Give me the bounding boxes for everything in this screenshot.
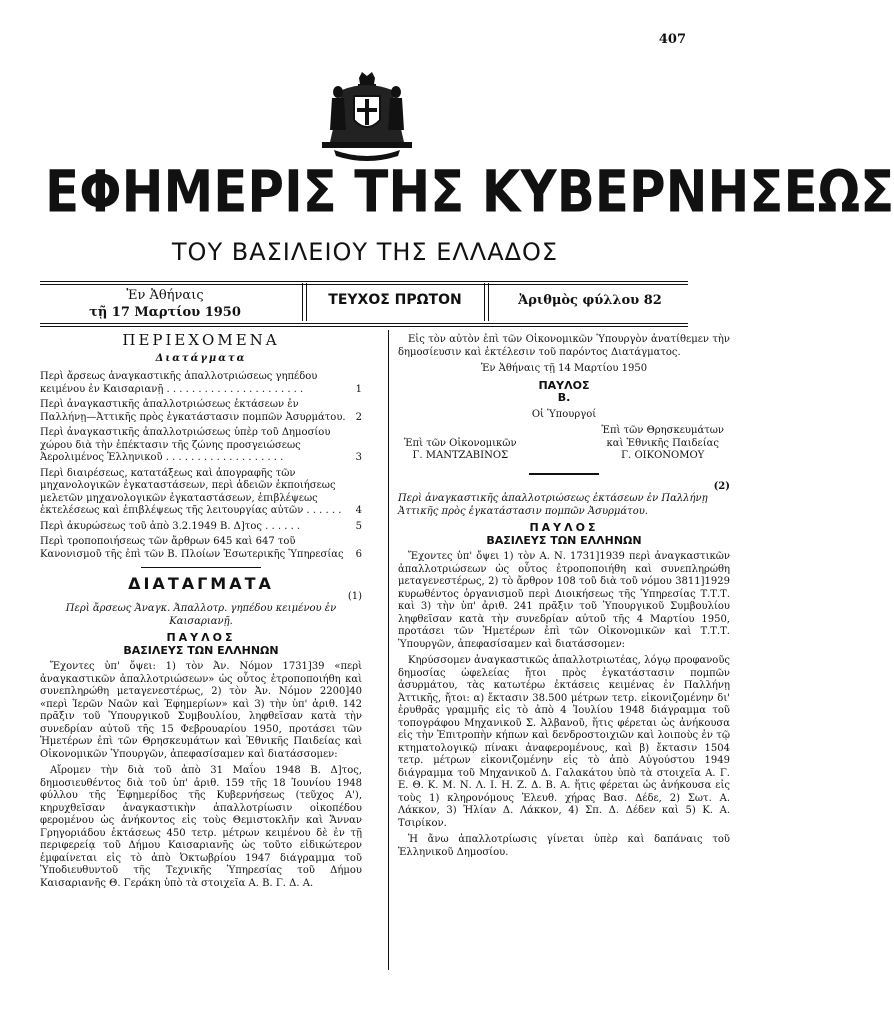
masthead-title: ΕΦΗΜΕΡΙΣ ΤΗΣ ΚΥΒΕΡΝΗΣΕΩΣ	[45, 158, 894, 226]
ministers-label: Οἱ Ὑπουργοί	[531, 408, 597, 420]
minister-left-title: Ἐπὶ τῶν Οἰκονομικῶν	[404, 437, 517, 449]
toc-subtitle: Διατάγματα	[155, 352, 247, 364]
band-divider-1b	[306, 283, 307, 321]
issue-date-block	[60, 287, 270, 321]
toc-item-text: Περὶ διαιρέσεως, κατατάξεως καὶ ἀπογραφῆς τῶν μηχανολογικῶν ἐγκαταστάσεων, περὶ ἀδειῶν ἐκποιήσεως μελετῶν μηχανολογικῶν ἐγκαταστάσεων, ἐπιβλέψεως ἐκτελέσεως καὶ ἐπιβλέψεως τῆς λειτουργίας αὐτῶν . . . . . .	[40, 467, 342, 516]
minister-right	[601, 425, 724, 463]
toc-title: ΠΕΡΙΕΧΟΜΕΝΑ	[122, 331, 280, 349]
issue-series: ΤΕΥΧΟΣ ΠΡΩΤΟΝ	[328, 292, 462, 308]
right-column	[398, 334, 730, 859]
decree-1-subject: Περὶ ἄρσεως Ἀναγκ. Ἀπαλλοτρ. γηπέδου κειμένου ἐν Καισαριανῇ.	[65, 603, 337, 627]
sheet-number: Ἀριθμὸς φύλλου 82	[518, 293, 662, 308]
decree-2-king-title: ΒΑΣΙΛΕΥΣ ΤΩΝ ΕΛΛΗΝΩΝ	[486, 533, 642, 547]
toc-item	[40, 536, 362, 561]
decree-2-subject: Περὶ ἀναγκαστικῆς ἀπαλλοτριώσεως ἐκτάσεων ἐν Παλλήνῃ Ἀττικῆς πρὸς ἐγκατάστασιν πομπῶν Ἀσυρμάτου.	[398, 493, 708, 517]
decree-divider	[529, 473, 599, 475]
decree-2-preamble: Ἔχοντες ὑπ' ὄψει 1) τὸν Α. Ν. 1731]1939 περὶ ἀναγκαστικῶν ἀπαλλοτριώσεων ὡς οὗτος ἐτροποποιήθη καὶ συνεπληρώθη μεταγενεστέρως, 2) τὸ ἄρθρον 108 τοῦ διὰ τοῦ νόμου 3811]1929 κυρωθέντος ὀργανισμοῦ περὶ Διοικήσεως τῆς Ὑπηρεσίας Τ.Τ.Τ. καὶ 3) τὴν ὑπ' ἀριθ. 241 πρᾶξιν τοῦ Ὑπουργικοῦ Συμβουλίου ληφθεῖσαν κατὰ τὴν συνεδρίαν αὐτοῦ τῆς 4 Μαρτίου 1950, προτάσει τῶν Ἡμετέρων ἐπὶ τῶν Οἰκονομικῶν καὶ Τ.Τ.Τ. Ὑπουργῶν, ἀπεφασίσαμεν καὶ διατάσσομεν:	[398, 551, 730, 650]
toc-item-number: 4	[355, 505, 362, 516]
toc-item-number: 5	[355, 520, 362, 532]
decree-1-king: ΠΑΥΛΟΣ	[166, 631, 236, 644]
header-rule-bottom	[40, 323, 688, 324]
toc-item-number: 1	[355, 383, 362, 395]
minister-right-name: Γ. ΟΙΚΟΝΟΜΟΥ	[621, 450, 705, 461]
decree-2-number: (2)	[713, 480, 730, 492]
left-column	[40, 331, 362, 890]
decree-2-body: Κηρύσσομεν ἀναγκαστικῶς ἀπαλλοτριωτέας, λόγῳ προφανοῦς δημοσίας ὠφελείας ἤτοι πρὸς ἐγκατάστασιν πομπῶν ἀσυρμάτου, τὰς κατωτέρω ἐκτάσεις κειμένας ἐν Παλλήνῃ Ἀττικῆς, ἤτοι: α) ἔκτασιν 38.500 μέτρων τετρ. εἰκονιζομένην δι' ἐρυθρᾶς γραμμῆς εἰς τὸ ἀπὸ 4 Ἰουλίου 1948 διάγραμμα τοῦ τοπογράφου Μηχανικοῦ Σ. Ἀλβανοῦ, ἥτις φέρεται ὡς ἀνήκουσα εἰς τὴν Ἐπιτροπὴν κήπων καὶ δενδροστοιχιῶν καὶ λοιποὺς ἐν τῷ κτηματολογικῷ πίνακι ἀναφερομένους, καὶ β) ἔκτασιν 1504 τετρ. μέτρων εἰκονιζομένην εἰς τὸ ἀπὸ Αὐγούστου 1949 διάγραμμα τοῦ Μηχανικοῦ Δ. Γαλακάτου ὑπὸ τὰ στοιχεῖα Α. Γ. Ε. Θ. Κ. Μ. Ν. Λ. Ι. Η. Ζ. Δ. Β. Α. ἥτις φέρεται ὡς ἀνήκουσα εἰς τοὺς 1) κληρονόμους Ἐλευθ. χήρας Βασ. Δέδε, 2) Σωτ. Α. Λάκκον, 3) Ἠλίαν Δ. Λάκκον, 4) Σπ. Δ. Δέδεν καὶ 5) Κ. Α. Τσιρίκον.	[398, 655, 730, 829]
info-band	[40, 283, 688, 323]
decree-2-closing: Ἡ ἄνω ἀπαλλοτρίωσις γίνεται ὑπὲρ καὶ δαπάναις τοῦ Ἑλληνικοῦ Δημοσίου.	[398, 834, 730, 858]
minister-right-title-1: Ἐπὶ τῶν Θρησκευμάτων	[601, 425, 724, 436]
decree-1-preamble: Ἔχοντες ὑπ' ὄψει: 1) τὸν Ἀν. Νόμον 1731]39 «περὶ ἀναγκαστικῶν ἀπαλλοτριώσεων» ὡς οὗτος ἐτροποποιήθη καὶ συνεπληρώθη μεταγενεστέρως, 2) τὸν Ἀν. Νόμον 2200]40 «περὶ Ἱερῶν Ναῶν καὶ Ἐφημερίων» καὶ 3) τὴν ὑπ' ἀριθ. 142 πρᾶξιν τοῦ Ὑπουργικοῦ Συμβουλίου, ληφθεῖσαν κατὰ τὴν συνεδρίαν αὐτοῦ τῆς 15 Φεβρουαρίου 1950, προτάσει τῶν Ἡμετέρων ἐπὶ τῶν Θρησκευμάτων καὶ Ἐθνικῆς Παιδείας καὶ Οἰκονομικῶν Ὑπουργῶν, ἀπεφασίσαμεν καὶ διατάσσομεν:	[40, 661, 362, 760]
ministers-block	[398, 425, 730, 463]
toc-item-number: 6	[355, 548, 362, 560]
toc-item-text: Περὶ ἀναγκαστικῆς ἀπαλλοτριώσεως ὑπὲρ τοῦ Δημοσίου χώρου διὰ τὴν ἐπέκτασιν τῆς ζώνης προσγειώσεως Ἀερολιμένος Ἑλληνικοῦ . . . . . . . . . . . . . . . . . . .	[40, 427, 331, 463]
page-number: 407	[658, 32, 686, 47]
decree-1-body: Αἴρομεν τὴν διὰ τοῦ ἀπὸ 31 Μαΐου 1948 Β. Δ]τος, δημοσιευθέντος διὰ τοῦ ὑπ' ἀριθ. 159 τῆς 18 Ἰουνίου 1948 φύλλου τῆς Ἐφημερίδος τῆς Κυβερνήσεως (τεῦχος Α'), κηρυχθεῖσαν ἀναγκαστικὴν ἀπαλλοτρίωσιν οἰκοπέδου φερομένου ὡς ἀνήκοντος εἰς τοὺς Θεμιστοκλῆν καὶ Ἄνναν Γρηγοριάδου ἐκτάσεως 450 τετρ. μέτρων κειμένου δὲ ἐν τῇ περιφερείᾳ τοῦ Δήμου Καισαριανῆς ὡς τοῦτο εἰδικώτερον ἐμφαίνεται εἰς τὸ ἀπὸ Ὀκτωβρίου 1947 διάγραμμα τοῦ Ὑποδιευθυντοῦ τῆς Τεχνικῆς Ὑπηρεσίας τοῦ Δήμου Καισαριανῆς Θ. Γεράκη ὑπὸ τὰ στοιχεῖα Α. Β. Γ. Δ. Α.	[40, 765, 362, 889]
section-rule	[141, 567, 261, 568]
minister-left-name: Γ. ΜΑΝΤΖΑΒΙΝΟΣ	[412, 450, 509, 461]
toc-list	[40, 371, 362, 561]
toc-item-text: Περὶ ἀναγκαστικῆς ἀπαλλοτριώσεως ἐκτάσεων ἐν Παλλήνῃ—Ἀττικῆς πρὸς ἐγκατάστασιν πομπῶν Ἀσυρμάτου.	[40, 399, 346, 423]
toc-item-number: 2	[355, 411, 362, 423]
issue-date: τῇ 17 Μαρτίου 1950	[89, 305, 241, 320]
decree-1-date: Ἐν Ἀθήναις τῇ 14 Μαρτίου 1950	[480, 363, 648, 374]
toc-item-number: 3	[355, 452, 362, 463]
toc-item-text: Περὶ ἄρσεως ἀναγκαστικῆς ἀπαλλοτριώσεως γηπέδου κειμένου ἐν Καισαριανῇ . . . . . . . . . . . . . . . . . . . . . .	[40, 371, 318, 395]
coat-of-arms-emblem	[312, 70, 422, 162]
toc-item	[40, 521, 362, 534]
band-divider-1	[302, 283, 303, 321]
minister-right-title-2: καὶ Ἐθνικῆς Παιδείας	[606, 437, 719, 449]
header-rule-top	[40, 281, 688, 282]
decree-1-number: (1)	[347, 590, 362, 602]
decree-1-closing: Εἰς τὸν αὐτὸν ἐπὶ τῶν Οἰκονομικῶν Ὑπουργὸν ἀνατίθεμεν τὴν δημοσίευσιν καὶ ἐκτέλεσιν τοῦ παρόντος Διατάγματος.	[398, 334, 730, 358]
toc-item	[40, 427, 362, 465]
column-separator	[388, 330, 389, 970]
toc-item	[40, 399, 362, 424]
decree-1-signature-initial: Β.	[557, 391, 571, 404]
toc-item-text: Περὶ ἀκυρώσεως τοῦ ἀπὸ 3.2.1949 Β. Δ]τος . . . . . .	[40, 520, 301, 532]
decree-1-signature: ΠΑΥΛΟΣ	[538, 378, 590, 392]
band-divider-2b	[488, 283, 489, 321]
decree-2-king: ΠΑΥΛΟΣ	[529, 521, 599, 534]
decrees-heading: ΔΙΑΤΑΓΜΑΤΑ	[128, 574, 274, 593]
place: Ἐν Ἀθήναις	[126, 288, 204, 303]
masthead-subtitle: ΤΟΥ ΒΑΣΙΛΕΙΟΥ ΤΗΣ ΕΛΛΑΔΟΣ	[171, 238, 559, 266]
band-divider-2	[484, 283, 485, 321]
minister-left	[404, 425, 517, 463]
toc-item-text: Περὶ τροποποιήσεως τῶν ἄρθρων 645 καὶ 647 τοῦ Κανονισμοῦ τῆς ἐπὶ τῶν Β. Πλοίων Ἐσωτερικῆς Ὑπηρεσίας	[40, 536, 344, 560]
toc-item	[40, 468, 362, 518]
decree-1-king-title: ΒΑΣΙΛΕΥΣ ΤΩΝ ΕΛΛΗΝΩΝ	[123, 643, 279, 657]
header-rule-bottom-2	[40, 326, 688, 327]
toc-item	[40, 371, 362, 396]
